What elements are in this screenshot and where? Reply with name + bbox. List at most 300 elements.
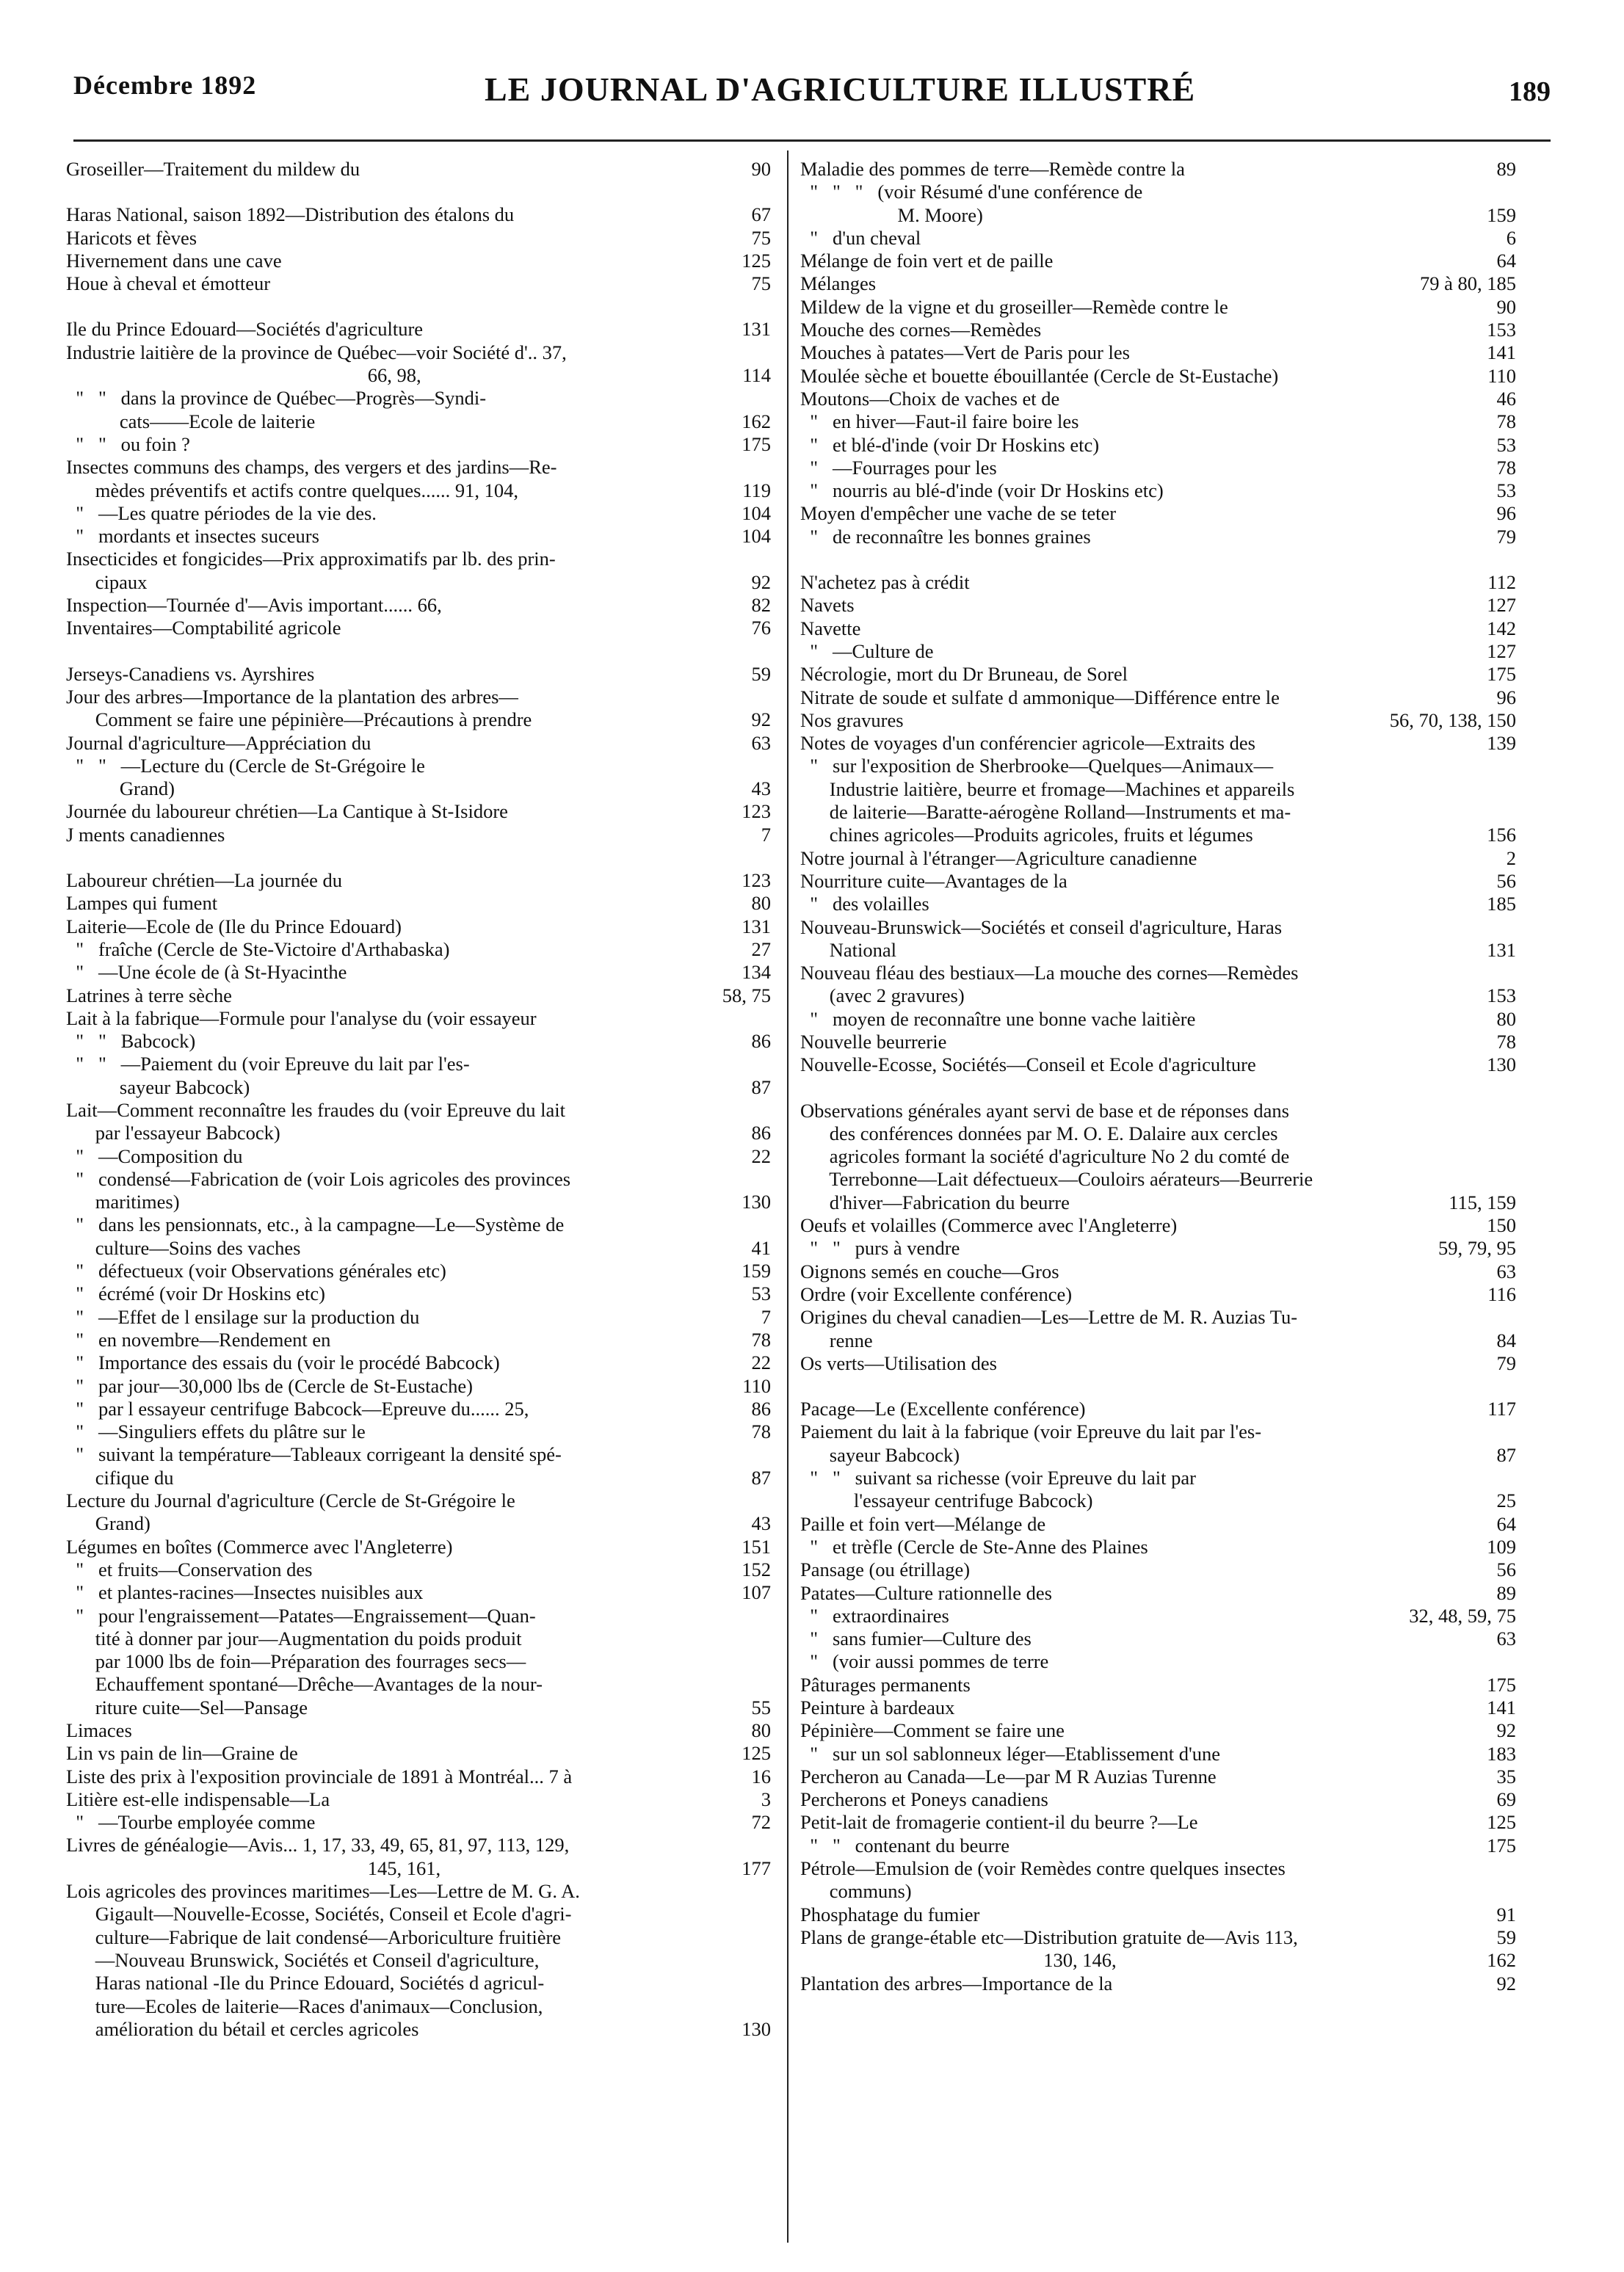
index-entry-text: " sur un sol sablonneux léger—Etablissement d'une — [800, 1742, 1220, 1765]
index-entry-text: " sans fumier—Culture des — [800, 1627, 1032, 1650]
index-entry-page: 96 — [1496, 686, 1516, 708]
index-entry-page: 112 — [1487, 571, 1516, 594]
index-entry-text: " et fruits—Conservation des — [66, 1558, 313, 1580]
index-entry-text: " d'un cheval — [800, 226, 921, 249]
index-entry-page: 175 — [742, 432, 771, 455]
index-entry-text: Haricots et fèves — [66, 226, 197, 249]
index-entry — [66, 1213, 771, 1236]
index-entry-text: Nourriture cuite—Avantages de la — [800, 869, 1067, 892]
index-entry-page: 25 — [1496, 1489, 1516, 1512]
index-entry-page: 79 — [1496, 525, 1516, 548]
index-entry-text: culture—Fabrique de lait condensé—Arboriculture fruitière — [66, 1926, 562, 1948]
index-entry-page: 131 — [742, 318, 771, 341]
index-entry-text: " —Effet de l ensilage sur la production du — [66, 1305, 420, 1328]
index-entry-text: communs) — [800, 1880, 912, 1903]
index-entry — [66, 663, 771, 686]
index-entry-page: 78 — [751, 1420, 771, 1443]
index-entry — [800, 1880, 1516, 1903]
index-entry-text: " extraordinaires — [800, 1604, 949, 1627]
index-entry — [800, 1260, 1516, 1283]
index-entry — [800, 1743, 1516, 1765]
index-entry — [800, 916, 1516, 939]
index-entry-page: 131 — [1487, 938, 1516, 961]
section-gap — [66, 295, 771, 318]
index-entry-text: " par l essayeur centrifuge Babcock—Epreuve du...... 25, — [66, 1397, 529, 1420]
index-entry-page: 150 — [1487, 1214, 1516, 1237]
index-entry-text: Jour des arbres—Importance de la plantation des arbres— — [66, 685, 518, 708]
index-entry — [66, 755, 771, 777]
index-entry-page: 139 — [1487, 732, 1516, 755]
index-entry-text: des conférences données par M. O. E. Dalaire aux cercles — [800, 1122, 1278, 1144]
index-entry — [800, 526, 1516, 548]
index-entry — [66, 479, 771, 502]
index-entry — [66, 318, 771, 341]
index-entry-page: 152 — [742, 1558, 771, 1580]
index-entry — [800, 1650, 1516, 1673]
section-gap — [66, 640, 771, 663]
index-entry — [800, 778, 1516, 801]
index-entry — [66, 961, 771, 984]
index-entry — [66, 869, 771, 892]
index-entry — [800, 1765, 1516, 1788]
index-entry-page: 27 — [751, 937, 771, 960]
index-entry-page: 87 — [751, 1466, 771, 1489]
index-entry — [800, 181, 1516, 203]
index-entry — [66, 1099, 771, 1122]
index-entry — [800, 962, 1516, 984]
index-entry — [800, 1903, 1516, 1926]
index-entry-page: 6 — [1506, 226, 1516, 249]
index-entry-page: 75 — [751, 226, 771, 249]
index-entry-text: Lois agricoles des provinces maritimes—Les—Lettre de M. G. A. — [66, 1880, 580, 1903]
index-entry-page: 7 — [761, 823, 771, 846]
index-entry-page: 64 — [1496, 250, 1516, 272]
index-entry-text: " suivant la température—Tableaux corrigeant la densité spé- — [66, 1443, 562, 1466]
index-entry — [800, 1008, 1516, 1031]
header-rule — [73, 139, 1551, 142]
index-entry-text: Lait à la fabrique—Formule pour l'analyse du (voir essayeur — [66, 1006, 537, 1029]
index-entry-text: maritimes) — [66, 1191, 180, 1213]
index-entry-page: 110 — [1487, 364, 1516, 387]
index-entry-text: " défectueux (voir Observations générales etc) — [66, 1260, 446, 1282]
index-entry — [66, 1650, 771, 1673]
index-entry-text: Industrie laitière, beurre et fromage—Machines et appareils — [800, 777, 1295, 800]
index-entry — [800, 1237, 1516, 1260]
index-entry-page: 162 — [742, 410, 771, 432]
index-entry-text: Oeufs et volailles (Commerce avec l'Angleterre) — [800, 1214, 1178, 1237]
index-entry — [66, 1467, 771, 1489]
index-entry-page: 78 — [751, 1328, 771, 1351]
index-entry-text: Pâturages permanents — [800, 1673, 971, 1696]
index-entry — [66, 1351, 771, 1374]
index-entry-text: " condensé—Fabrication de (voir Lois agricoles des provinces — [66, 1167, 571, 1190]
index-entry-page: 142 — [1487, 617, 1516, 639]
index-entry-text: d'hiver—Fabrication du beurre — [800, 1191, 1070, 1213]
index-entry-page: 58, 75 — [722, 984, 771, 1006]
index-entry-page: 59, 79, 95 — [1438, 1237, 1516, 1260]
index-entry — [800, 847, 1516, 870]
index-entry — [800, 365, 1516, 388]
index-entry-text: Gigault—Nouvelle-Ecosse, Sociétés, Conseil et Ecole d'agri- — [66, 1903, 572, 1926]
index-entry — [800, 1053, 1516, 1076]
index-entry-text: Haras National, saison 1892—Distribution des étalons du — [66, 203, 515, 226]
index-entry-page: 134 — [742, 961, 771, 984]
index-entry-text: Percheron au Canada—Le—par M R Auzias Turenne — [800, 1765, 1217, 1788]
index-entry-text: riture cuite—Sel—Pansage — [66, 1696, 308, 1718]
index-entry-page: 109 — [1487, 1535, 1516, 1558]
index-entry-page: 127 — [1487, 594, 1516, 617]
index-entry-text: Echauffement spontané—Drêche—Avantages de la nour- — [66, 1673, 543, 1696]
index-entry-page: 43 — [751, 777, 771, 800]
index-entry-page: 127 — [1487, 639, 1516, 662]
index-entry-page: 78 — [1496, 1030, 1516, 1053]
index-entry-page: 46 — [1496, 387, 1516, 410]
index-entry-text: N'achetez pas à crédit — [800, 571, 970, 594]
index-entry — [800, 709, 1516, 732]
index-entry — [800, 594, 1516, 617]
index-entry-text: Patates—Culture rationnelle des — [800, 1581, 1052, 1604]
index-entry-text: " " purs à vendre — [800, 1237, 960, 1260]
index-entry-text: M. Moore) — [800, 203, 983, 226]
index-entry — [800, 984, 1516, 1007]
index-entry-page: 86 — [751, 1397, 771, 1420]
index-entry-text: " (voir aussi pommes de terre — [800, 1650, 1049, 1673]
index-entry-text: Laboureur chrétien—La journée du — [66, 869, 342, 892]
index-entry-page: 59 — [751, 662, 771, 685]
index-entry-page: 175 — [1487, 1834, 1516, 1857]
index-entry-page: 159 — [742, 1260, 771, 1282]
index-entry — [66, 984, 771, 1007]
index-entry-text: Ile du Prince Edouard—Sociétés d'agriculture — [66, 318, 424, 341]
index-entry-page: 96 — [1496, 502, 1516, 525]
index-entry-text: " de reconnaître les bonnes graines — [800, 525, 1091, 548]
index-entry-text: " mordants et insectes suceurs — [66, 525, 319, 548]
index-entry-text: Peinture à bardeaux — [800, 1696, 955, 1718]
index-entry-text: " sur l'exposition de Sherbrooke—Quelques—Animaux— — [800, 755, 1274, 777]
index-entry-text: " —Composition du — [66, 1144, 243, 1167]
index-entry — [800, 1489, 1516, 1512]
index-entry-page: 104 — [742, 525, 771, 548]
index-entry — [66, 250, 771, 272]
index-entry — [66, 892, 771, 915]
index-entry — [800, 296, 1516, 319]
index-entry — [800, 502, 1516, 525]
index-entry-page: 35 — [1496, 1765, 1516, 1788]
index-entry — [66, 1903, 771, 1926]
index-entry — [66, 1742, 771, 1765]
index-entry-page: 72 — [751, 1811, 771, 1834]
index-entry-page: 59 — [1496, 1926, 1516, 1948]
index-entry-text: Pépinière—Comment se faire une — [800, 1719, 1065, 1742]
index-entry — [800, 158, 1516, 181]
index-entry-text: " et trèfle (Cercle de Ste-Anne des Plaines — [800, 1535, 1148, 1558]
index-entry-text: de laiterie—Baratte-aérogène Rolland—Instruments et ma- — [800, 801, 1291, 824]
index-entry-page: 110 — [742, 1374, 771, 1397]
index-entry-page: 114 — [742, 364, 771, 387]
index-entry-text: " " suivant sa richesse (voir Epreuve du lait par — [800, 1467, 1196, 1489]
index-entry — [800, 479, 1516, 502]
index-entry-text: Nitrate de soude et sulfate d ammonique—Différence entre le — [800, 686, 1280, 708]
index-entry — [66, 1605, 771, 1627]
index-entry-text: Os verts—Utilisation des — [800, 1351, 997, 1374]
index-entry-page: 78 — [1496, 456, 1516, 479]
index-entry — [800, 1972, 1516, 1995]
index-entry-text: cifique du — [66, 1466, 174, 1489]
index-entry-text: " —Singuliers effets du plâtre sur le — [66, 1420, 366, 1443]
index-entry — [66, 708, 771, 731]
index-entry-text: ture—Ecoles de laiterie—Races d'animaux—Conclusion, — [66, 1995, 543, 2017]
index-entry-text: sayeur Babcock) — [66, 1075, 250, 1098]
index-entry-text: Inventaires—Comptabilité agricole — [66, 617, 341, 639]
index-entry-page: 151 — [742, 1535, 771, 1558]
index-entry — [800, 1605, 1516, 1627]
index-entry — [66, 617, 771, 639]
index-entry — [66, 2018, 771, 2041]
index-entry — [66, 1627, 771, 1650]
index-entry — [800, 870, 1516, 893]
index-entry-text: Latrines à terre sèche — [66, 984, 232, 1006]
index-entry — [66, 1191, 771, 1213]
index-entry — [800, 1191, 1516, 1214]
index-entry-text: Nouveau fléau des bestiaux—La mouche des cornes—Remèdes — [800, 962, 1299, 984]
index-entry-page: 43 — [751, 1512, 771, 1535]
index-column-left — [66, 158, 771, 2041]
index-entry — [800, 1122, 1516, 1145]
index-entry-text: Notes de voyages d'un conférencier agricole—Extraits des — [800, 732, 1255, 755]
index-entry-text: Origines du cheval canadien—Les—Lettre de M. R. Auzias Tu- — [800, 1306, 1298, 1329]
index-entry-page: 55 — [751, 1696, 771, 1718]
index-entry-page: 56, 70, 138, 150 — [1389, 708, 1516, 731]
index-entry-text: sayeur Babcock) — [800, 1443, 960, 1466]
index-entry-text: Paiement du lait à la fabrique (voir Epreuve du lait par l'es- — [800, 1420, 1262, 1443]
index-entry — [800, 1674, 1516, 1696]
index-entry-text: Grand) — [66, 777, 175, 800]
index-entry — [800, 1329, 1516, 1352]
index-entry — [800, 1719, 1516, 1742]
index-entry-page: 69 — [1496, 1788, 1516, 1811]
index-entry — [66, 341, 771, 364]
index-entry-text: Nécrologie, mort du Dr Bruneau, de Sorel — [800, 663, 1128, 686]
index-entry-text: " —Une école de (à St-Hyacinthe — [66, 961, 347, 984]
index-entry — [66, 1536, 771, 1558]
index-entry — [66, 1558, 771, 1581]
index-entry-text: Pacage—Le (Excellente conférence) — [800, 1398, 1086, 1420]
index-entry-page: 89 — [1496, 158, 1516, 180]
index-entry-text: Maladie des pommes de terre—Remède contre la — [800, 158, 1185, 180]
index-entry — [66, 938, 771, 961]
index-entry — [66, 1007, 771, 1030]
index-entry-page: 79 — [1496, 1351, 1516, 1374]
section-gap — [800, 1375, 1516, 1398]
index-entry-text: " et plantes-racines—Insectes nuisibles aux — [66, 1581, 424, 1604]
index-entry — [66, 364, 771, 387]
index-entry — [66, 800, 771, 823]
index-entry-text: Navets — [800, 594, 855, 617]
index-entry-text: Nouvelle beurrerie — [800, 1030, 947, 1053]
index-entry-text: renne — [800, 1329, 873, 1351]
index-entry-text: Insecticides et fongicides—Prix approximatifs par lb. des prin- — [66, 548, 556, 570]
index-entry — [800, 1582, 1516, 1605]
index-entry-page: 177 — [742, 1857, 771, 1879]
index-entry-page: 16 — [751, 1765, 771, 1788]
index-entry — [800, 1696, 1516, 1719]
index-entry — [800, 1949, 1516, 1972]
index-entry-text: " " —Lecture du (Cercle de St-Grégoire le — [66, 754, 425, 777]
index-entry-text: Hivernement dans une cave — [66, 249, 282, 272]
index-entry-page: 41 — [751, 1236, 771, 1259]
index-entry-page: 131 — [742, 915, 771, 937]
index-entry-text: Ordre (voir Excellente conférence) — [800, 1282, 1073, 1305]
index-entry-text: Pétrole—Emulsion de (voir Remèdes contre quelques insectes — [800, 1857, 1286, 1880]
index-entry — [66, 1788, 771, 1811]
index-entry — [800, 1536, 1516, 1558]
index-column-right — [800, 158, 1516, 1995]
index-entry — [66, 1719, 771, 1742]
index-entry — [800, 824, 1516, 846]
index-entry — [66, 1880, 771, 1903]
index-entry-text: Limaces — [66, 1719, 132, 1741]
index-entry-page: 117 — [1487, 1398, 1516, 1420]
index-entry-page: 87 — [1496, 1443, 1516, 1466]
index-entry — [800, 893, 1516, 915]
index-entry-text: Mélanges — [800, 272, 877, 295]
index-entry-page: 104 — [742, 501, 771, 524]
index-entry-page: 141 — [1487, 341, 1516, 364]
index-entry-text: Mildew de la vigne et du groseiller—Remède contre le — [800, 295, 1228, 318]
index-entry-page: 125 — [1487, 1811, 1516, 1834]
index-entry-page: 87 — [751, 1075, 771, 1098]
index-entry — [66, 824, 771, 846]
index-entry-text: " en hiver—Faut-il faire boire les — [800, 410, 1079, 433]
index-entry-text: " " " (voir Résumé d'une conférence de — [800, 181, 1143, 203]
index-entry — [66, 1398, 771, 1420]
index-entry-text: Pansage (ou étrillage) — [800, 1558, 971, 1581]
index-entry — [800, 1283, 1516, 1306]
index-entry-text: tité à donner par jour—Augmentation du poids produit — [66, 1627, 522, 1649]
index-entry-text: par l'essayeur Babcock) — [66, 1122, 280, 1144]
index-entry-text: " " dans la province de Québec—Progrès—Syndi- — [66, 387, 487, 410]
index-entry — [66, 777, 771, 800]
index-entry-text: Petit-lait de fromagerie contient-il du beurre ?—Le — [800, 1811, 1198, 1834]
index-entry-text: Comment se faire une pépinière—Précautions à prendre — [66, 708, 532, 731]
index-entry-page: 84 — [1496, 1329, 1516, 1351]
index-entry-text: " " contenant du beurre — [800, 1834, 1010, 1857]
index-entry-text: " par jour—30,000 lbs de (Cercle de St-Eustache) — [66, 1374, 473, 1397]
index-entry — [66, 1145, 771, 1168]
index-entry-page: 123 — [742, 869, 771, 892]
index-entry — [800, 250, 1516, 272]
index-entry-page: 156 — [1487, 824, 1516, 846]
index-entry — [800, 1100, 1516, 1122]
index-entry-text: culture—Soins des vaches — [66, 1236, 301, 1259]
index-entry-text: —Nouveau Brunswick, Sociétés et Conseil d'agriculture, — [66, 1948, 540, 1971]
index-entry-page: 75 — [751, 272, 771, 295]
index-entry — [800, 1558, 1516, 1581]
index-entry — [66, 1696, 771, 1719]
index-entry — [800, 434, 1516, 457]
index-entry-text: Plans de grange-étable etc—Distribution gratuite de—Avis 113, — [800, 1926, 1298, 1948]
index-entry-text: 145, 161, — [66, 1857, 441, 1879]
index-entry-text: Inspection—Tournée d'—Avis important...... 66, — [66, 594, 442, 617]
index-entry-text: Plantation des arbres—Importance de la — [800, 1972, 1113, 1995]
index-entry-text: 66, 98, — [66, 364, 421, 387]
index-entry-page: 92 — [751, 708, 771, 731]
index-entry — [800, 319, 1516, 341]
index-entry-page: 86 — [751, 1122, 771, 1144]
index-entry-text: Observations générales ayant servi de base et de réponses dans — [800, 1099, 1289, 1122]
index-entry-text: Jerseys-Canadiens vs. Ayrshires — [66, 662, 315, 685]
index-entry — [66, 1581, 771, 1604]
index-entry — [66, 1512, 771, 1535]
index-entry — [800, 1926, 1516, 1949]
index-entry-text: " —Culture de — [800, 639, 934, 662]
index-entry — [800, 457, 1516, 479]
index-entry — [800, 1306, 1516, 1329]
index-entry-text: Livres de généalogie—Avis... 1, 17, 33, 49, 65, 81, 97, 113, 129, — [66, 1834, 570, 1857]
index-entry — [66, 410, 771, 433]
index-entry-text: Navette — [800, 617, 861, 639]
index-entry — [66, 1306, 771, 1329]
index-entry — [800, 1398, 1516, 1420]
index-entry-text: Nouveau-Brunswick—Sociétés et conseil d'agriculture, Haras — [800, 915, 1283, 938]
index-entry-text: (avec 2 gravures) — [800, 984, 965, 1007]
index-entry-page: 63 — [1496, 1260, 1516, 1282]
index-entry-text: 130, 146, — [800, 1949, 1117, 1972]
index-entry-page: 63 — [751, 731, 771, 754]
index-entry-page: 53 — [1496, 433, 1516, 456]
index-entry-page: 125 — [742, 249, 771, 272]
index-entry — [800, 663, 1516, 686]
index-entry-text: " " —Paiement du (voir Epreuve du lait par l'es- — [66, 1053, 470, 1075]
index-entry — [66, 1995, 771, 2018]
index-entry-text: Lait—Comment reconnaître les fraudes du (voir Epreuve du lait — [66, 1098, 565, 1121]
index-entry-page: 82 — [751, 594, 771, 617]
index-entry-text: Phosphatage du fumier — [800, 1903, 980, 1926]
index-entry-page: 63 — [1496, 1627, 1516, 1650]
index-entry — [66, 1765, 771, 1788]
index-entry-page: 123 — [742, 800, 771, 823]
header-journal-title: LE JOURNAL D'AGRICULTURE ILLUSTRÉ — [485, 70, 1196, 108]
index-entry — [800, 939, 1516, 962]
index-entry — [800, 410, 1516, 433]
index-entry-page: 64 — [1496, 1512, 1516, 1535]
index-entry-page: 91 — [1496, 1903, 1516, 1926]
index-entry — [800, 1811, 1516, 1834]
index-entry-text: Lecture du Journal d'agriculture (Cercle de St-Grégoire le — [66, 1489, 515, 1512]
index-entry — [66, 1443, 771, 1466]
index-entry-text: Houe à cheval et émotteur — [66, 272, 271, 295]
index-entry-text: Moutons—Choix de vaches et de — [800, 387, 1060, 410]
index-entry-page: 185 — [1487, 893, 1516, 915]
index-entry — [66, 1972, 771, 1995]
index-entry-text: Grand) — [66, 1512, 151, 1535]
index-entry-text: cipaux — [66, 570, 148, 593]
index-entry-text: " " Babcock) — [66, 1030, 196, 1053]
index-entry — [800, 1788, 1516, 1811]
index-entry-text: Paille et foin vert—Mélange de — [800, 1512, 1046, 1535]
index-entry — [66, 203, 771, 226]
index-entry-text: Légumes en boîtes (Commerce avec l'Angleterre) — [66, 1535, 453, 1558]
index-entry-page: 183 — [1487, 1742, 1516, 1765]
index-entry-page: 79 à 80, 185 — [1419, 272, 1516, 295]
index-entry-text: Journal d'agriculture—Appréciation du — [66, 731, 371, 754]
index-entry-text: Mouche des cornes—Remèdes — [800, 319, 1042, 341]
index-entry — [800, 341, 1516, 364]
index-entry — [800, 1031, 1516, 1053]
index-entry — [800, 204, 1516, 227]
index-entry-page: 130 — [1487, 1053, 1516, 1076]
index-entry-text: amélioration du bétail et cercles agricoles — [66, 2017, 419, 2040]
